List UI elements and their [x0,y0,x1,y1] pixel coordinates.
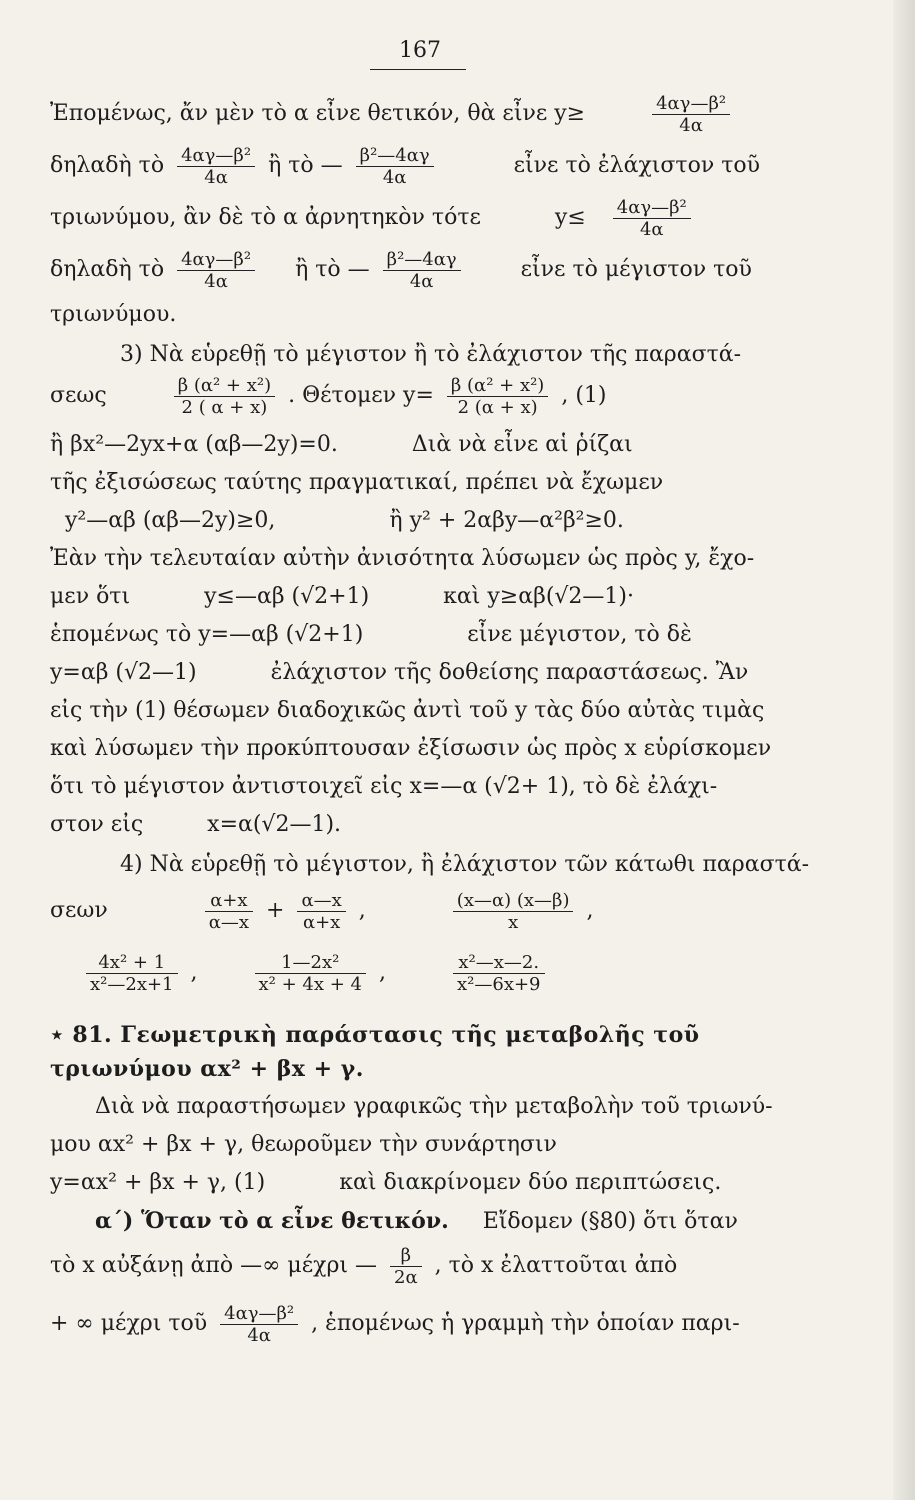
text-span: ἢ τὸ — [295,257,370,282]
text-line [50,244,770,296]
text-span: , [586,898,594,923]
numerator: β (α² + x²) [174,375,275,397]
numerator: 1—2x² [255,952,366,974]
text-line [50,810,770,840]
text-span: καὶ διακρίνομεν δύο περιπτώσεις. [339,1170,722,1195]
denominator: α—x [208,911,250,933]
numerator: β (α² + x²) [447,375,548,397]
text-line [50,468,770,498]
fraction [205,890,253,933]
text-line [50,582,770,612]
fraction [390,1245,422,1288]
page-content [50,38,810,1350]
text-span: + ∞ μέχρι τοῦ [50,1311,208,1336]
fraction [652,93,730,136]
text-line [50,620,770,650]
text-span: α΄) Ὅταν τὸ α εἶνε θετικόν. [95,1208,449,1234]
fraction [177,249,255,292]
denominator: 4α [382,166,407,188]
text-span: ⋆ 81. Γεωμετρικὴ παράστασις τῆς μεταβολῆς τοῦ [50,1022,700,1048]
text-line [50,340,770,370]
text-span: x=α(√2—1). [207,812,342,837]
text-span: , [358,898,366,923]
text-line [50,544,770,574]
text-line [50,850,810,880]
section-heading [50,1020,770,1050]
text-span: δηλαδὴ τὸ [50,257,165,282]
numerator: 4αγ—β² [177,249,255,271]
denominator: 2 ( α + x) [181,396,268,418]
text-span: y²—αβ (αβ—2y)≥0, [65,508,276,533]
denominator: 2 (α + x) [457,396,538,418]
text-span: Διὰ νὰ παραστήσωμεν γραφικῶς τὴν μεταβολὴν τοῦ τριωνύ- [95,1094,773,1119]
fraction [174,375,275,418]
numerator: 4αγ—β² [220,1303,298,1325]
fraction [255,952,366,995]
text-span: 3) Νὰ εὑρεθῇ τὸ μέγιστον ἢ τὸ ἐλάχιστον τῆς παραστά- [120,342,742,367]
numerator: 4αγ—β² [177,145,255,167]
denominator: 4α [679,114,703,136]
fraction [297,890,345,933]
text-line [50,506,770,536]
numerator: α+x [205,890,253,912]
text-span: εἶνε μέγιστον, τὸ δὲ [467,622,692,647]
text-span: Ἐὰν τὴν τελευταίαν αὐτὴν ἀνισότητα λύσωμεν ὡς πρὸς y, ἔχο- [50,546,755,571]
text-span: εἰς τὴν (1) θέσωμεν διαδοχικῶς ἀντὶ τοῦ y τὰς δύο αὐτὰς τιμὰς [50,698,765,723]
text-line [50,1168,770,1198]
denominator: 4α [204,270,228,292]
text-span: μεν ὅτι [50,584,131,609]
text-line [50,88,770,140]
denominator: α+x [302,911,341,933]
fraction [453,890,574,933]
text-span: Ἐπομένως, ἄν μὲν τὸ α εἶνε θετικόν, θὰ εἶνε y≥ [50,101,586,126]
denominator: x²—6x+9 [457,973,541,995]
numerator: β²—4αγ [356,145,434,167]
fraction [177,145,255,188]
numerator: α—x [297,890,345,912]
text-span: εἶνε τὸ ἐλάχιστον τοῦ [513,153,761,178]
text-line [50,942,770,1004]
fraction [453,952,545,995]
numerator: (x—α) (x—β) [453,890,574,912]
text-span: , [379,960,386,985]
page-number-rule [370,69,466,70]
text-span: δηλαδὴ τὸ [50,153,165,178]
numerator: x²—x—2. [453,952,545,974]
denominator: x [508,911,519,933]
denominator: x²—2x+1 [90,973,174,995]
denominator: x² + 4x + 4 [258,973,362,995]
text-span: τὸ x αὐξάνῃ ἀπὸ —∞ μέχρι — [50,1253,378,1278]
text-span: . Θέτομεν y= [288,383,434,408]
text-span: σεων [50,898,108,923]
text-line [50,696,770,726]
text-span: ἑπομένως τὸ y=—αβ (√2+1) [50,622,364,647]
text-span: ἢ y² + 2αβy—α²β²≥0. [389,508,624,533]
denominator: 4α [247,1324,271,1346]
text-line [50,140,770,192]
denominator: 4α [409,270,434,292]
text-span: y≤ [554,205,586,230]
text-span: , ἑπομένως ἡ γραμμὴ τὴν ὁποίαν παρι- [311,1311,740,1336]
text-span: , (1) [561,383,607,408]
text-line [50,1206,770,1236]
numerator: 4x² + 1 [86,952,178,974]
text-span: σεως [50,383,107,408]
text-span: τριωνύμου, ἂν δὲ τὸ α ἀρνητηκὸν τότε [50,205,481,230]
text-line [50,1092,773,1122]
text-line [50,880,770,942]
section-heading [50,1054,770,1084]
page-edge [893,0,915,1500]
text-line [50,772,770,802]
text-span: τριωνύμου. [50,302,177,327]
text-line [50,1240,770,1292]
text-span: + [266,898,285,923]
numerator: 4αγ—β² [613,197,691,219]
fraction [220,1303,298,1346]
text-span: y≤—αβ (√2+1) [204,584,370,609]
text-line [50,192,770,244]
fraction [86,952,178,995]
text-span: στον εἰς [50,812,144,837]
numerator: 4αγ—β² [652,93,730,115]
fraction [447,375,548,418]
text-span: τριωνύμου αx² + βx + γ. [50,1056,364,1082]
text-span: ἢ τὸ — [268,153,343,178]
text-span: καὶ λύσωμεν τὴν προκύπτουσαν ἐξίσωσιν ὡς πρὸς x εὑρίσκομεν [50,736,772,761]
denominator: 2α [394,1266,418,1288]
text-span: , τὸ x ἐλαττοῦται ἀπὸ [434,1253,678,1278]
text-span: ἐλάχιστον τῆς δοθείσης παραστάσεως. Ἂν [270,660,749,685]
text-span: ἢ βx²—2yx+α (αβ—2y)=0. [50,432,338,457]
text-line [50,370,770,422]
fraction [613,197,691,240]
page-number: 167 [399,38,441,63]
fraction [356,145,434,188]
text-line [50,430,770,460]
numerator: β [390,1245,422,1267]
text-line [50,300,770,330]
text-span: y=αx² + βx + γ, (1) [50,1170,266,1195]
text-span: Εἴδομεν (§80) ὅτι ὅταν [482,1209,738,1234]
text-span: , [190,960,198,985]
text-span: εἶνε τὸ μέγιστον τοῦ [520,257,752,282]
text-span: τῆς ἐξισώσεως ταύτης πραγματικαί, πρέπει νὰ ἔχωμεν [50,470,664,495]
denominator: 4α [639,218,664,240]
numerator: β²—4αγ [383,249,461,271]
denominator: 4α [204,166,228,188]
text-line [50,1130,770,1160]
text-line [50,658,770,688]
text-line [50,1298,770,1350]
text-span: y=αβ (√2—1) [50,660,197,685]
text-span: μου αx² + βx + γ, θεωροῦμεν τὴν συνάρτησιν [50,1132,557,1157]
text-span: καὶ y≥αβ(√2—1)· [443,584,634,609]
fraction [383,249,461,292]
text-span: Διὰ νὰ εἶνε αἱ ῥίζαι [411,432,633,457]
text-span: ὅτι τὸ μέγιστον ἀντιστοιχεῖ εἰς x=—α (√2+ 1), τὸ δὲ ἐλάχι- [50,774,718,799]
text-line [50,734,770,764]
text-span: 4) Νὰ εὑρεθῇ τὸ μέγιστον, ἢ ἐλάχιστον τῶν κάτωθι παραστά- [120,852,810,877]
